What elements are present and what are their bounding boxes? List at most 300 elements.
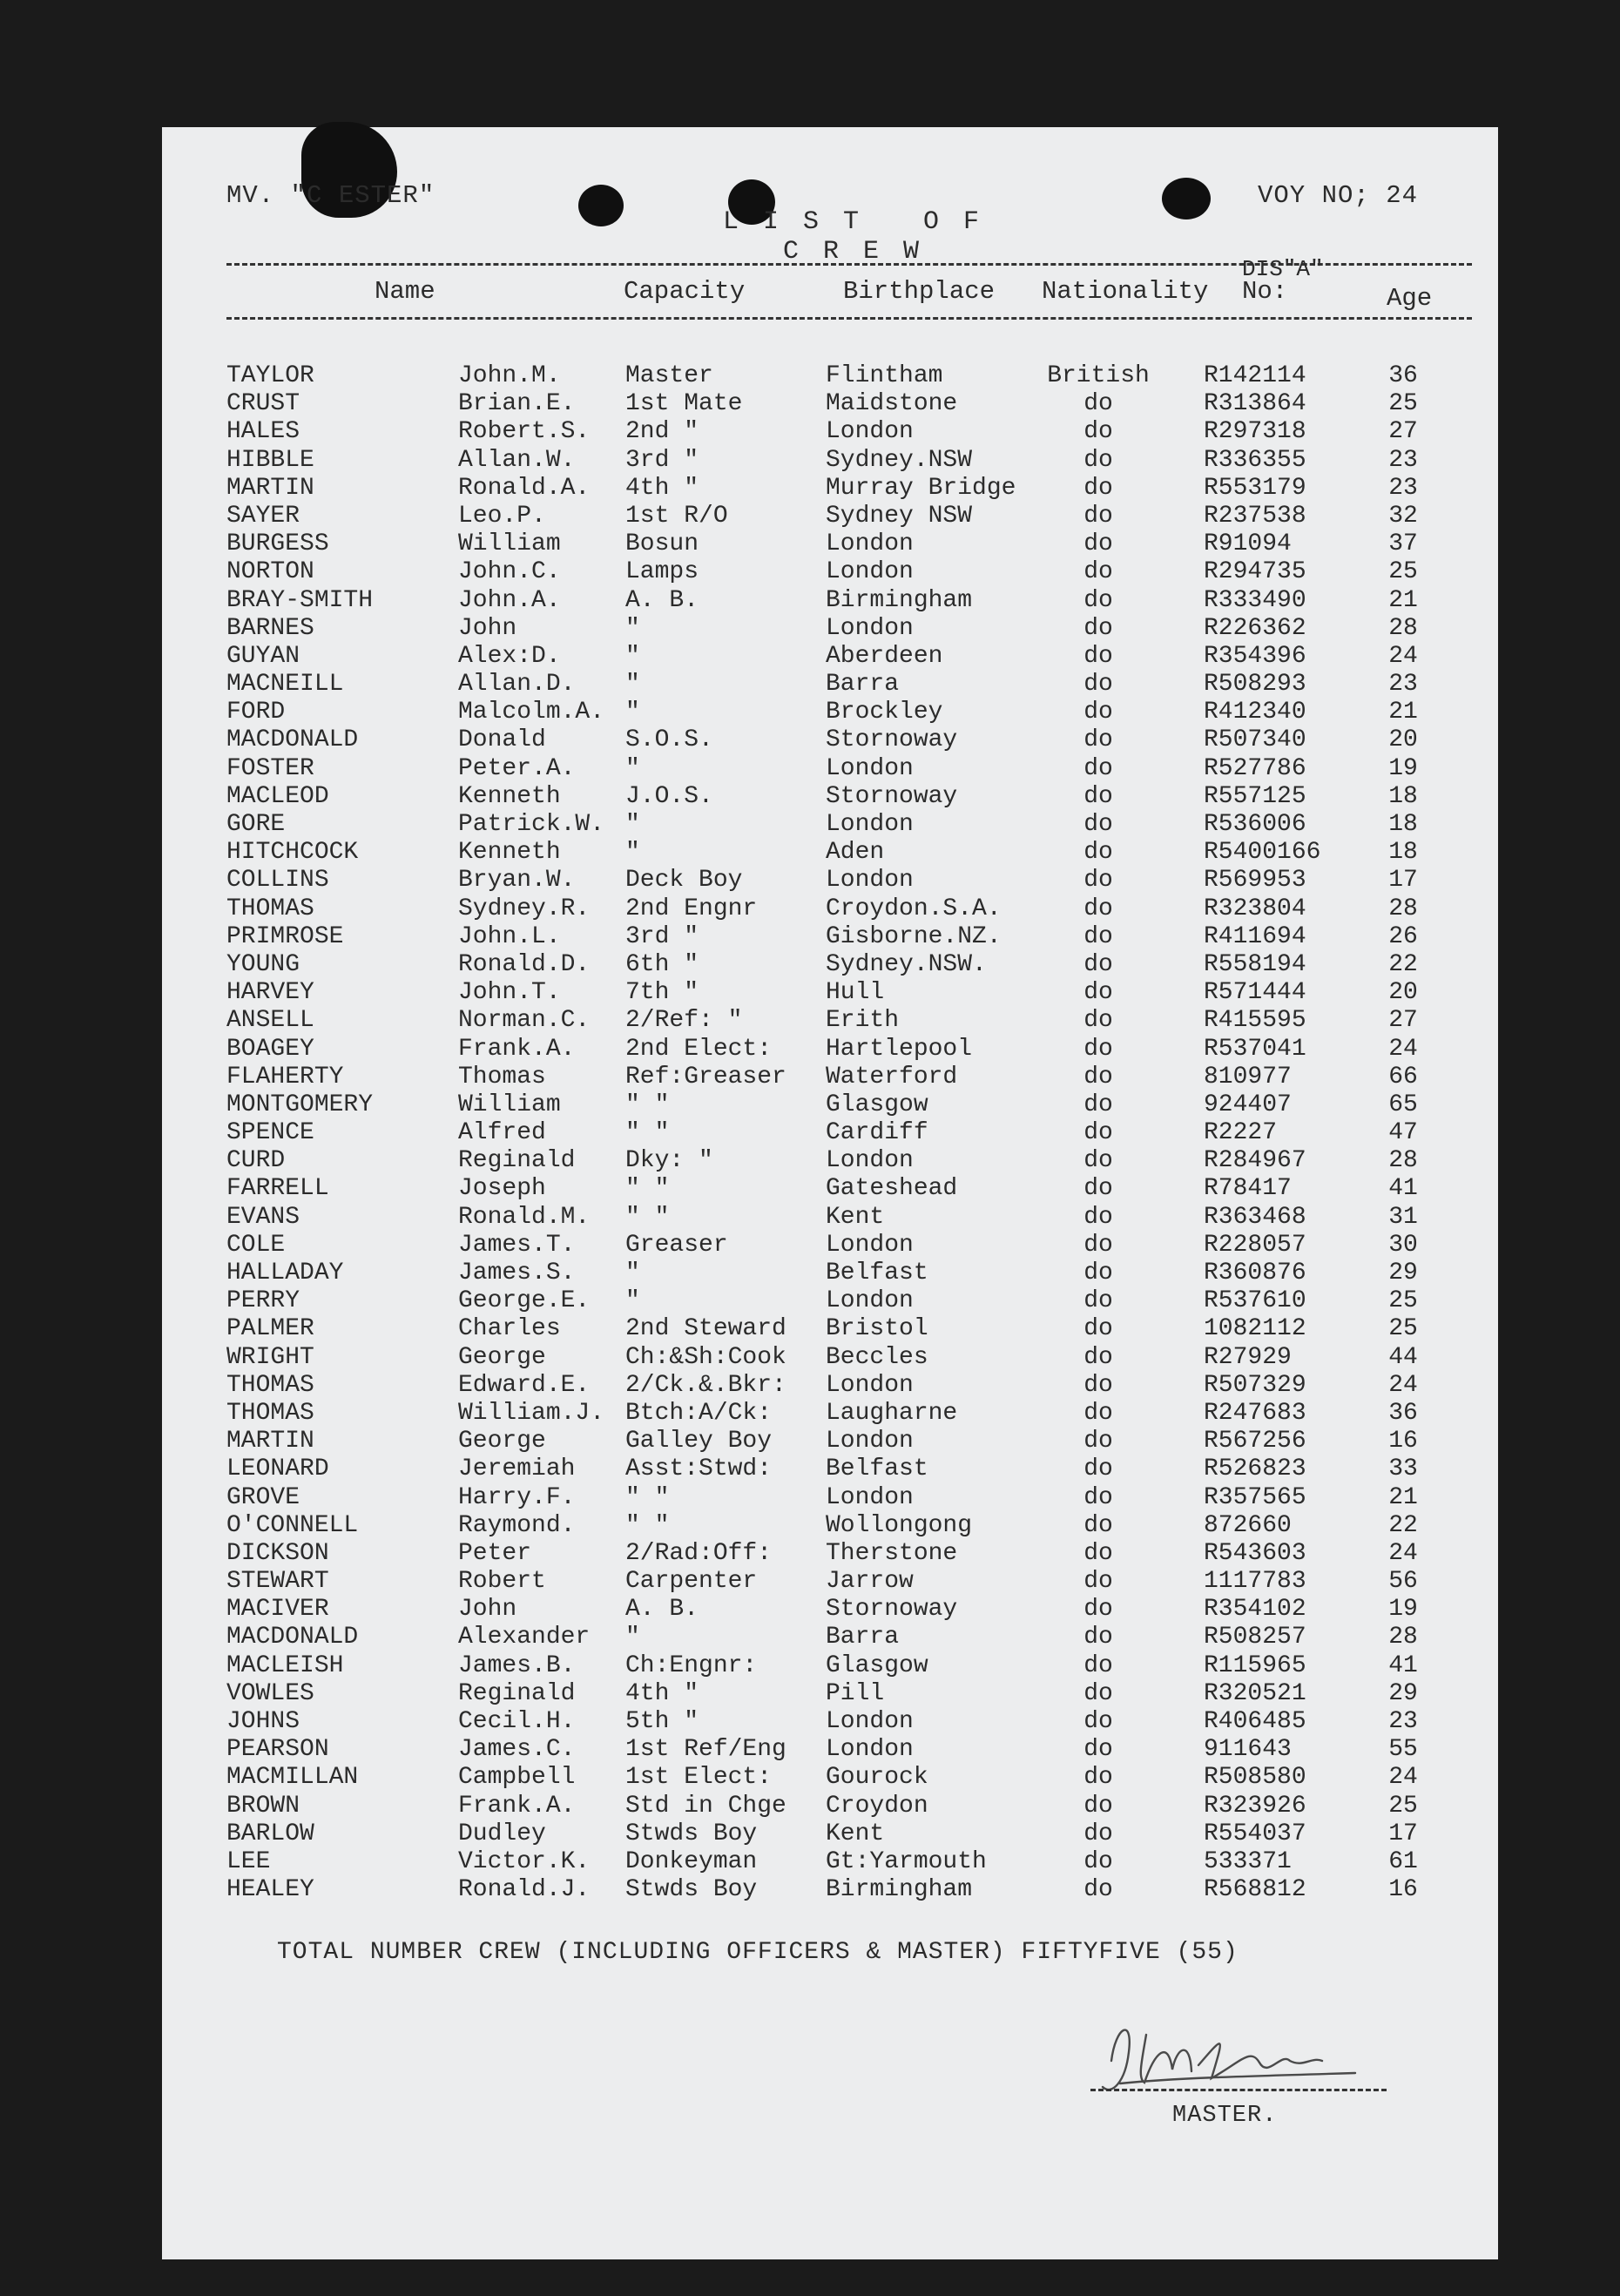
crew-capacity: 2nd Engnr: [625, 895, 758, 922]
crew-age: 23: [1388, 446, 1418, 474]
crew-birthplace: London: [826, 1483, 914, 1511]
crew-surname: MARTIN: [226, 474, 314, 502]
crew-birthplace: London: [826, 1428, 914, 1455]
crew-surname: MACLEISH: [226, 1651, 344, 1679]
crew-dis: R415595: [1204, 1007, 1306, 1035]
crew-nationality: do: [1083, 1371, 1113, 1399]
crew-capacity: " ": [625, 1511, 670, 1539]
crew-capacity: ": [625, 671, 640, 699]
crew-dis: R323926: [1204, 1792, 1306, 1820]
crew-capacity: J.O.S.: [625, 782, 713, 810]
crew-age: 37: [1388, 530, 1418, 558]
crew-nationality: do: [1083, 1679, 1113, 1707]
crew-age: 21: [1388, 586, 1418, 614]
crew-surname: TAYLOR: [226, 362, 314, 389]
crew-surname: CURD: [226, 1147, 286, 1175]
crew-given: William: [458, 530, 561, 558]
table-row: [162, 811, 1498, 839]
crew-dis: R527786: [1204, 754, 1306, 782]
crew-given: Ronald.J.: [458, 1876, 591, 1904]
table-row: [162, 1680, 1498, 1708]
crew-birthplace: Birmingham: [826, 586, 973, 614]
crew-birthplace: Stornoway: [826, 782, 958, 810]
crew-given: George: [458, 1343, 546, 1371]
crew-birthplace: Gisborne.NZ.: [826, 922, 1002, 950]
crew-birthplace: Barra: [826, 671, 900, 699]
crew-age: 56: [1388, 1568, 1418, 1596]
crew-capacity: Lamps: [625, 558, 699, 586]
crew-surname: DICKSON: [226, 1539, 329, 1567]
column-header-capacity: Capacity: [624, 277, 746, 306]
crew-age: 21: [1388, 1483, 1418, 1511]
table-row: [162, 867, 1498, 895]
crew-dis: R2227: [1204, 1119, 1278, 1147]
table-row: [162, 671, 1498, 699]
crew-surname: THOMAS: [226, 1371, 314, 1399]
crew-surname: BRAY-SMITH: [226, 586, 374, 614]
crew-nationality: do: [1083, 811, 1113, 838]
crew-birthplace: London: [826, 867, 914, 895]
crew-birthplace: Gt:Yarmouth: [826, 1847, 987, 1875]
crew-age: 24: [1388, 1371, 1418, 1399]
crew-dis: R557125: [1204, 782, 1306, 810]
crew-surname: BROWN: [226, 1792, 300, 1820]
crew-dis: R554037: [1204, 1820, 1306, 1847]
crew-given: Kenneth: [458, 782, 561, 810]
crew-age: 28: [1388, 1624, 1418, 1651]
crew-nationality: do: [1083, 446, 1113, 474]
crew-birthplace: Croydon.S.A.: [826, 895, 1002, 922]
crew-dis: 911643: [1204, 1736, 1292, 1764]
crew-capacity: 4th ": [625, 474, 699, 502]
table-row: [162, 1119, 1498, 1147]
crew-birthplace: London: [826, 1231, 914, 1259]
crew-birthplace: London: [826, 530, 914, 558]
crew-age: 23: [1388, 671, 1418, 699]
table-row: [162, 699, 1498, 726]
crew-given: Brian.E.: [458, 390, 576, 418]
crew-capacity: Donkeyman: [625, 1847, 758, 1875]
crew-surname: THOMAS: [226, 895, 314, 922]
table-row: [162, 755, 1498, 783]
crew-nationality: do: [1083, 1876, 1113, 1904]
crew-capacity: Ref:Greaser: [625, 1063, 786, 1091]
crew-surname: FARRELL: [226, 1175, 329, 1203]
crew-given: Dudley: [458, 1820, 546, 1847]
crew-birthplace: London: [826, 754, 914, 782]
crew-given: Robert: [458, 1568, 546, 1596]
crew-given: Patrick.W.: [458, 811, 605, 838]
crew-given: James.C.: [458, 1736, 576, 1764]
crew-given: Ronald.D.: [458, 950, 591, 978]
crew-given: William: [458, 1091, 561, 1118]
crew-given: Leo.P.: [458, 502, 546, 530]
crew-surname: MACNEILL: [226, 671, 344, 699]
crew-given: Robert.S.: [458, 418, 591, 446]
crew-birthplace: Cardiff: [826, 1119, 928, 1147]
crew-surname: SAYER: [226, 502, 300, 530]
table-row: [162, 1652, 1498, 1680]
crew-dis: R78417: [1204, 1175, 1292, 1203]
crew-birthplace: London: [826, 1287, 914, 1315]
crew-nationality: do: [1083, 895, 1113, 922]
crew-dis: R507329: [1204, 1371, 1306, 1399]
crew-surname: NORTON: [226, 558, 314, 586]
crew-dis: R27929: [1204, 1343, 1292, 1371]
crew-age: 47: [1388, 1119, 1418, 1147]
crew-capacity: Galley Boy: [625, 1428, 773, 1455]
crew-nationality: do: [1083, 1203, 1113, 1231]
crew-given: Cecil.H.: [458, 1708, 576, 1735]
crew-surname: HARVEY: [226, 979, 314, 1007]
crew-dis: R142114: [1204, 362, 1306, 389]
crew-given: Alexander: [458, 1624, 591, 1651]
table-row: [162, 1568, 1498, 1596]
crew-birthplace: Aden: [826, 839, 885, 867]
crew-dis: R568812: [1204, 1876, 1306, 1904]
crew-age: 25: [1388, 390, 1418, 418]
crew-dis: R406485: [1204, 1708, 1306, 1735]
table-row: [162, 1287, 1498, 1315]
crew-surname: THOMAS: [226, 1399, 314, 1427]
crew-capacity: Carpenter: [625, 1568, 758, 1596]
punch-hole-left: [578, 185, 624, 226]
crew-surname: PERRY: [226, 1287, 300, 1315]
crew-dis: R508293: [1204, 671, 1306, 699]
crew-surname: MACDONALD: [226, 1624, 359, 1651]
crew-dis: R537610: [1204, 1287, 1306, 1315]
table-row: [162, 1064, 1498, 1091]
crew-capacity: Greaser: [625, 1231, 728, 1259]
table-row: [162, 726, 1498, 754]
crew-nationality: do: [1083, 1455, 1113, 1483]
crew-capacity: Dky: ": [625, 1147, 713, 1175]
crew-surname: FOSTER: [226, 754, 314, 782]
table-row: [162, 1428, 1498, 1455]
crew-capacity: 1st R/O: [625, 502, 728, 530]
crew-capacity: ": [625, 1287, 640, 1315]
crew-birthplace: Sydney NSW: [826, 502, 973, 530]
crew-nationality: do: [1083, 754, 1113, 782]
crew-given: Allan.W.: [458, 446, 576, 474]
crew-age: 26: [1388, 922, 1418, 950]
crew-birthplace: Pill: [826, 1679, 885, 1707]
crew-dis: 810977: [1204, 1063, 1292, 1091]
crew-surname: COLLINS: [226, 867, 329, 895]
crew-capacity: A. B.: [625, 586, 699, 614]
crew-surname: BURGESS: [226, 530, 329, 558]
crew-dis: R284967: [1204, 1147, 1306, 1175]
crew-given: John.T.: [458, 979, 561, 1007]
crew-capacity: 1st Ref/Eng: [625, 1736, 786, 1764]
crew-birthplace: Therstone: [826, 1539, 958, 1567]
crew-age: 18: [1388, 811, 1418, 838]
crew-capacity: A. B.: [625, 1596, 699, 1624]
crew-birthplace: Gateshead: [826, 1175, 958, 1203]
crew-surname: MACLEOD: [226, 782, 329, 810]
crew-birthplace: Aberdeen: [826, 642, 943, 670]
crew-given: George: [458, 1428, 546, 1455]
crew-birthplace: London: [826, 1708, 914, 1735]
crew-surname: JOHNS: [226, 1708, 300, 1735]
crew-age: 28: [1388, 1147, 1418, 1175]
crew-given: Alfred: [458, 1119, 546, 1147]
crew-capacity: ": [625, 1259, 640, 1286]
table-row: [162, 1147, 1498, 1175]
crew-nationality: do: [1083, 418, 1113, 446]
crew-given: Frank.A.: [458, 1792, 576, 1820]
crew-birthplace: Hartlepool: [826, 1035, 973, 1063]
crew-given: Reginald: [458, 1679, 576, 1707]
crew-birthplace: Murray Bridge: [826, 474, 1016, 502]
crew-age: 16: [1388, 1428, 1418, 1455]
crew-nationality: do: [1083, 726, 1113, 754]
crew-capacity: 6th ": [625, 950, 699, 978]
crew-surname: HALES: [226, 418, 300, 446]
voyage-number: VOY NO; 24: [1258, 181, 1419, 210]
crew-age: 29: [1388, 1259, 1418, 1286]
table-row: [162, 615, 1498, 643]
table-row: [162, 587, 1498, 615]
crew-dis: R363468: [1204, 1203, 1306, 1231]
crew-dis: R357565: [1204, 1483, 1306, 1511]
crew-dis: 872660: [1204, 1511, 1292, 1539]
crew-given: Sydney.R.: [458, 895, 591, 922]
crew-dis: R569953: [1204, 867, 1306, 895]
crew-capacity: 2nd ": [625, 418, 699, 446]
crew-nationality: do: [1083, 558, 1113, 586]
crew-given: John.L.: [458, 922, 561, 950]
crew-dis: R333490: [1204, 586, 1306, 614]
crew-surname: MACIVER: [226, 1596, 329, 1624]
crew-capacity: ": [625, 754, 640, 782]
crew-nationality: do: [1083, 390, 1113, 418]
crew-surname: MARTIN: [226, 1428, 314, 1455]
crew-dis: R508257: [1204, 1624, 1306, 1651]
table-row: [162, 1091, 1498, 1119]
crew-nationality: do: [1083, 1231, 1113, 1259]
crew-birthplace: Croydon: [826, 1792, 928, 1820]
crew-dis: R567256: [1204, 1428, 1306, 1455]
crew-capacity: ": [625, 614, 640, 642]
crew-birthplace: Maidstone: [826, 390, 958, 418]
crew-surname: FORD: [226, 699, 286, 726]
crew-capacity: " ": [625, 1483, 670, 1511]
table-row: [162, 1344, 1498, 1372]
crew-nationality: do: [1083, 671, 1113, 699]
crew-given: Donald: [458, 726, 546, 754]
crew-age: 24: [1388, 1764, 1418, 1792]
crew-dis: R360876: [1204, 1259, 1306, 1286]
crew-given: Norman.C.: [458, 1007, 591, 1035]
crew-age: 27: [1388, 418, 1418, 446]
crew-capacity: " ": [625, 1119, 670, 1147]
crew-age: 25: [1388, 558, 1418, 586]
vessel-name: MV. "C ESTER": [226, 181, 435, 210]
table-row: [162, 951, 1498, 979]
crew-dis: R228057: [1204, 1231, 1306, 1259]
crew-capacity: ": [625, 1624, 640, 1651]
crew-age: 18: [1388, 782, 1418, 810]
crew-surname: MONTGOMERY: [226, 1091, 374, 1118]
crew-dis: R323804: [1204, 895, 1306, 922]
crew-birthplace: London: [826, 1736, 914, 1764]
crew-dis: R115965: [1204, 1651, 1306, 1679]
crew-birthplace: Waterford: [826, 1063, 958, 1091]
crew-nationality: do: [1083, 1820, 1113, 1847]
table-row: [162, 1793, 1498, 1820]
page-title: LIST OF CREW: [722, 207, 1004, 267]
crew-dis: R537041: [1204, 1035, 1306, 1063]
crew-dis: R553179: [1204, 474, 1306, 502]
crew-nationality: do: [1083, 502, 1113, 530]
crew-age: 31: [1388, 1203, 1418, 1231]
table-row: [162, 1708, 1498, 1736]
crew-birthplace: Flintham: [826, 362, 943, 389]
crew-surname: COLE: [226, 1231, 286, 1259]
table-row: [162, 1204, 1498, 1232]
crew-dis: R411694: [1204, 922, 1306, 950]
crew-age: 25: [1388, 1315, 1418, 1343]
crew-nationality: do: [1083, 922, 1113, 950]
table-row: [162, 1400, 1498, 1428]
crew-age: 21: [1388, 699, 1418, 726]
crew-surname: CRUST: [226, 390, 300, 418]
crew-given: James.B.: [458, 1651, 576, 1679]
crew-dis: R354102: [1204, 1596, 1306, 1624]
crew-nationality: do: [1083, 979, 1113, 1007]
crew-capacity: " ": [625, 1203, 670, 1231]
crew-given: John.A.: [458, 586, 561, 614]
crew-age: 28: [1388, 614, 1418, 642]
crew-age: 32: [1388, 502, 1418, 530]
crew-surname: FLAHERTY: [226, 1063, 344, 1091]
table-row: [162, 895, 1498, 923]
table-row: [162, 447, 1498, 475]
crew-dis: R226362: [1204, 614, 1306, 642]
crew-surname: PEARSON: [226, 1736, 329, 1764]
crew-age: 22: [1388, 950, 1418, 978]
crew-birthplace: Laugharne: [826, 1399, 958, 1427]
crew-nationality: do: [1083, 1624, 1113, 1651]
table-row: [162, 1512, 1498, 1540]
crew-given: Allan.D.: [458, 671, 576, 699]
crew-age: 27: [1388, 1007, 1418, 1035]
crew-given: Kenneth: [458, 839, 561, 867]
column-header-name: Name: [375, 277, 435, 306]
crew-age: 17: [1388, 1820, 1418, 1847]
crew-age: 24: [1388, 642, 1418, 670]
crew-age: 24: [1388, 1539, 1418, 1567]
crew-given: John: [458, 1596, 517, 1624]
crew-nationality: British: [1047, 362, 1150, 389]
crew-nationality: do: [1083, 839, 1113, 867]
table-row: [162, 503, 1498, 530]
crew-dis: R294735: [1204, 558, 1306, 586]
crew-nationality: do: [1083, 950, 1113, 978]
crew-capacity: 4th ": [625, 1679, 699, 1707]
crew-capacity: Ch:&Sh:Cook: [625, 1343, 786, 1371]
crew-capacity: ": [625, 839, 640, 867]
table-row: [162, 418, 1498, 446]
crew-surname: HEALEY: [226, 1876, 314, 1904]
table-row: [162, 643, 1498, 671]
crew-birthplace: Bristol: [826, 1315, 928, 1343]
crew-age: 61: [1388, 1847, 1418, 1875]
crew-given: Ronald.M.: [458, 1203, 591, 1231]
crew-dis: R247683: [1204, 1399, 1306, 1427]
crew-nationality: do: [1083, 530, 1113, 558]
crew-capacity: Asst:Stwd:: [625, 1455, 773, 1483]
crew-surname: HITCHCOCK: [226, 839, 359, 867]
crew-given: John.C.: [458, 558, 561, 586]
crew-nationality: do: [1083, 1539, 1113, 1567]
crew-nationality: do: [1083, 1399, 1113, 1427]
crew-birthplace: Stornoway: [826, 1596, 958, 1624]
crew-surname: HALLADAY: [226, 1259, 344, 1286]
crew-given: Raymond.: [458, 1511, 576, 1539]
crew-nationality: do: [1083, 1315, 1113, 1343]
crew-capacity: 2nd Steward: [625, 1315, 786, 1343]
crew-capacity: 2/Ref: ": [625, 1007, 743, 1035]
crew-dis: R313864: [1204, 390, 1306, 418]
crew-given: John.M.: [458, 362, 561, 389]
column-header-dis-top: DIS"A": [1242, 256, 1324, 282]
crew-nationality: do: [1083, 1287, 1113, 1315]
crew-surname: STEWART: [226, 1568, 329, 1596]
crew-dis: R508580: [1204, 1764, 1306, 1792]
crew-age: 19: [1388, 1596, 1418, 1624]
crew-nationality: do: [1083, 1035, 1113, 1063]
table-row: [162, 1596, 1498, 1624]
crew-birthplace: Kent: [826, 1203, 885, 1231]
crew-capacity: Bosun: [625, 530, 699, 558]
crew-birthplace: Belfast: [826, 1455, 928, 1483]
crew-surname: SPENCE: [226, 1119, 314, 1147]
crew-dis: 1082112: [1204, 1315, 1306, 1343]
column-header-age: Age: [1387, 284, 1433, 313]
crew-capacity: Stwds Boy: [625, 1820, 758, 1847]
crew-surname: GROVE: [226, 1483, 300, 1511]
crew-given: William.J.: [458, 1399, 605, 1427]
crew-capacity: 2nd Elect:: [625, 1035, 773, 1063]
crew-nationality: do: [1083, 1511, 1113, 1539]
crew-dis: R91094: [1204, 530, 1292, 558]
crew-nationality: do: [1083, 1596, 1113, 1624]
crew-age: 23: [1388, 1708, 1418, 1735]
crew-birthplace: Wollongong: [826, 1511, 973, 1539]
crew-birthplace: Stornoway: [826, 726, 958, 754]
crew-nationality: do: [1083, 1175, 1113, 1203]
crew-nationality: do: [1083, 1119, 1113, 1147]
crew-capacity: ": [625, 699, 640, 726]
table-row: [162, 390, 1498, 418]
crew-capacity: 2/Rad:Off:: [625, 1539, 773, 1567]
crew-given: Peter.A.: [458, 754, 576, 782]
crew-age: 25: [1388, 1792, 1418, 1820]
crew-birthplace: London: [826, 1371, 914, 1399]
crew-surname: EVANS: [226, 1203, 300, 1231]
crew-age: 17: [1388, 867, 1418, 895]
crew-birthplace: London: [826, 614, 914, 642]
crew-surname: MACMILLAN: [226, 1764, 359, 1792]
crew-age: 65: [1388, 1091, 1418, 1118]
crew-nationality: do: [1083, 1007, 1113, 1035]
table-row: [162, 1484, 1498, 1512]
crew-given: Victor.K.: [458, 1847, 591, 1875]
crew-age: 18: [1388, 839, 1418, 867]
crew-given: George.E.: [458, 1287, 591, 1315]
